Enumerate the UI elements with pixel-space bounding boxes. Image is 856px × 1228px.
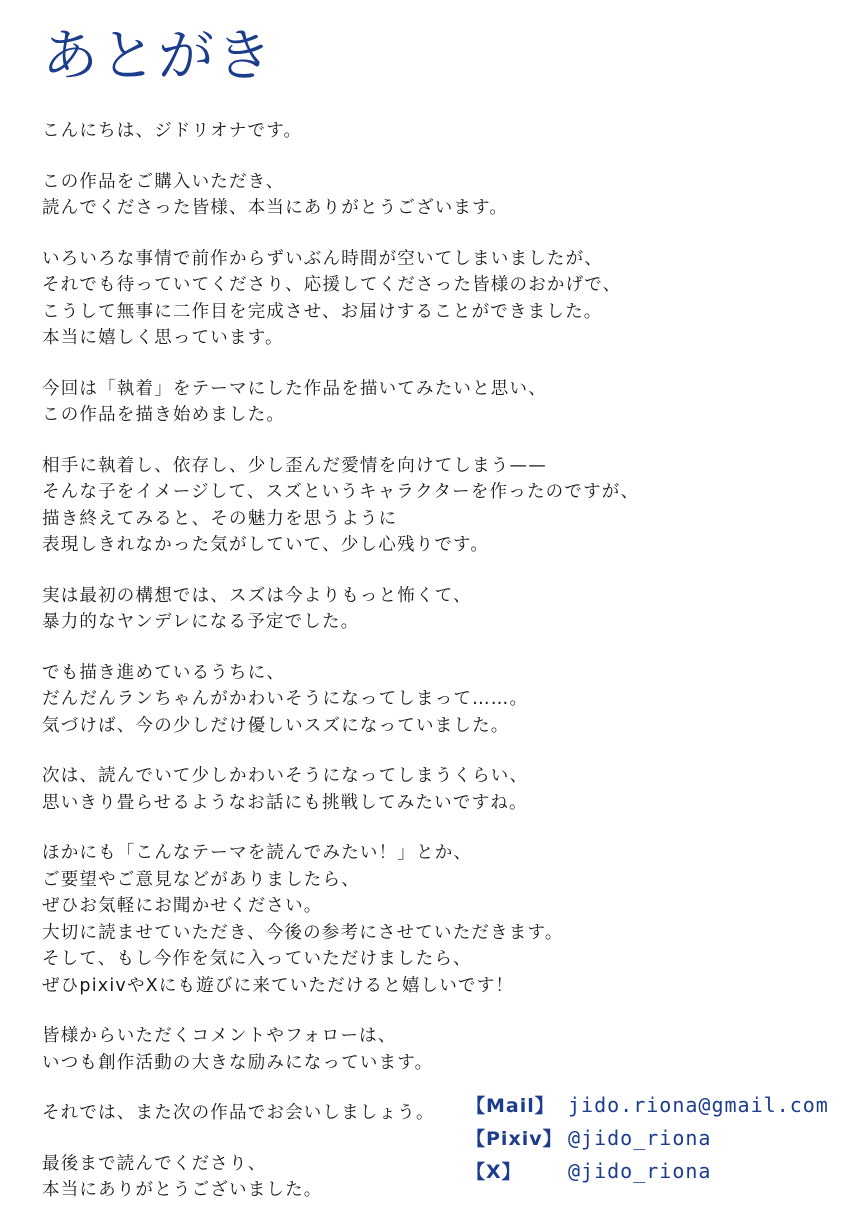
paragraph-line: それでも待っていてくださり、応援してくださった皆様のおかげで、: [42, 275, 622, 295]
contact-mail: [466, 1088, 846, 1121]
paragraph-line: こうして無事に二作目を完成させ、お届けすることができました。: [42, 301, 603, 322]
paragraph-line: ほかにも「こんなテーマを読んでみたい！」とか、: [42, 843, 473, 863]
paragraph-line: 相手に執着し、依存し、少し歪んだ愛情を向けてしまう——: [42, 455, 547, 476]
paragraph-line: 今回は「執着」をテーマにした作品を描いてみたいと思い、: [42, 378, 547, 399]
paragraph-line: 大切に読ませていただき、今後の参考にさせていただきます。: [42, 922, 564, 943]
paragraph-line: 実は最初の構想では、スズは今よりもっと怖くて、: [42, 585, 472, 606]
paragraph-line: それでは、また次の作品でお会いしましょう。: [42, 1103, 435, 1123]
paragraph-line: 皆様からいただくコメントやフォローは、: [42, 1026, 397, 1046]
paragraph: [42, 840, 842, 999]
paragraph-line: いろいろな事情で前作からずいぶん時間が空いてしまいましたが、: [42, 248, 603, 269]
paragraph: [42, 763, 842, 816]
paragraph-line: 表現しきれなかった気がしていて、少し心残りです。: [42, 535, 490, 555]
paragraph-line: いつも創作活動の大きな励みになっています。: [42, 1052, 434, 1073]
paragraph-line: そして、もし今作を気に入っていただけましたら、: [42, 949, 472, 969]
paragraph-line: 次は、読んでいて少しかわいそうになってしまうくらい、: [42, 766, 529, 786]
paragraph-line: 描き終えてみると、その魅力を思うように: [42, 508, 398, 529]
paragraph: [42, 583, 842, 636]
paragraph: [42, 1023, 842, 1076]
contact-x: [466, 1154, 846, 1187]
contact-mail-value: jido.riona@gmail.com: [568, 1092, 829, 1117]
paragraph-line: だんだんランちゃんがかわいそうになってしまって……。: [42, 689, 529, 709]
contact-mail-label: 【Mail】: [466, 1095, 555, 1117]
contact-pixiv: [466, 1121, 846, 1154]
paragraph-line: 読んでくださった皆様、本当にありがとうございます。: [42, 198, 509, 218]
paragraph-line: 思いきり畳らせるようなお話にも挑戦してみたいですね。: [42, 792, 528, 813]
paragraph: [42, 169, 842, 222]
afterword-body: [42, 118, 842, 1228]
paragraph-line: 最後まで読んでくださり、: [42, 1153, 267, 1174]
contact-x-value: @jido_riona: [568, 1158, 712, 1183]
paragraph-line: ぜひお気軽にお聞かせください。: [42, 896, 323, 916]
paragraph: [42, 376, 842, 429]
paragraph-line: この作品をご購入いただき、: [42, 171, 285, 192]
paragraph-line: この作品を描き始めました。: [42, 405, 286, 425]
paragraph: [42, 453, 842, 559]
contact-list: [466, 1088, 846, 1187]
paragraph-line: でも描き進めているうちに、: [42, 662, 286, 683]
paragraph: [42, 660, 842, 740]
paragraph-line: 本当にありがとうございました。: [42, 1180, 323, 1200]
paragraph-line: 本当に嬉しく思っています。: [42, 328, 284, 348]
contact-pixiv-label: 【Pixiv】: [466, 1128, 563, 1150]
paragraph-line: こんにちは、ジドリオナです。: [42, 121, 303, 141]
paragraph: [42, 118, 842, 145]
paragraph-line: そんな子をイメージして、スズというキャラクターを作ったのですが、: [42, 482, 640, 502]
paragraph-line: ご要望やご意見などがありましたら、: [42, 869, 360, 890]
contact-pixiv-value: @jido_riona: [568, 1125, 712, 1150]
paragraph-line: 暴力的なヤンデレになる予定でした。: [42, 612, 360, 632]
paragraph: [42, 246, 842, 352]
page-title: あとがき: [42, 24, 274, 89]
paragraph-line: 気づけば、今の少しだけ優しいスズになっていました。: [42, 715, 510, 736]
contact-x-label: 【X】: [466, 1161, 522, 1183]
paragraph-line: ぜひpixivやXにも遊びに来ていただけると嬉しいです！: [42, 975, 515, 996]
